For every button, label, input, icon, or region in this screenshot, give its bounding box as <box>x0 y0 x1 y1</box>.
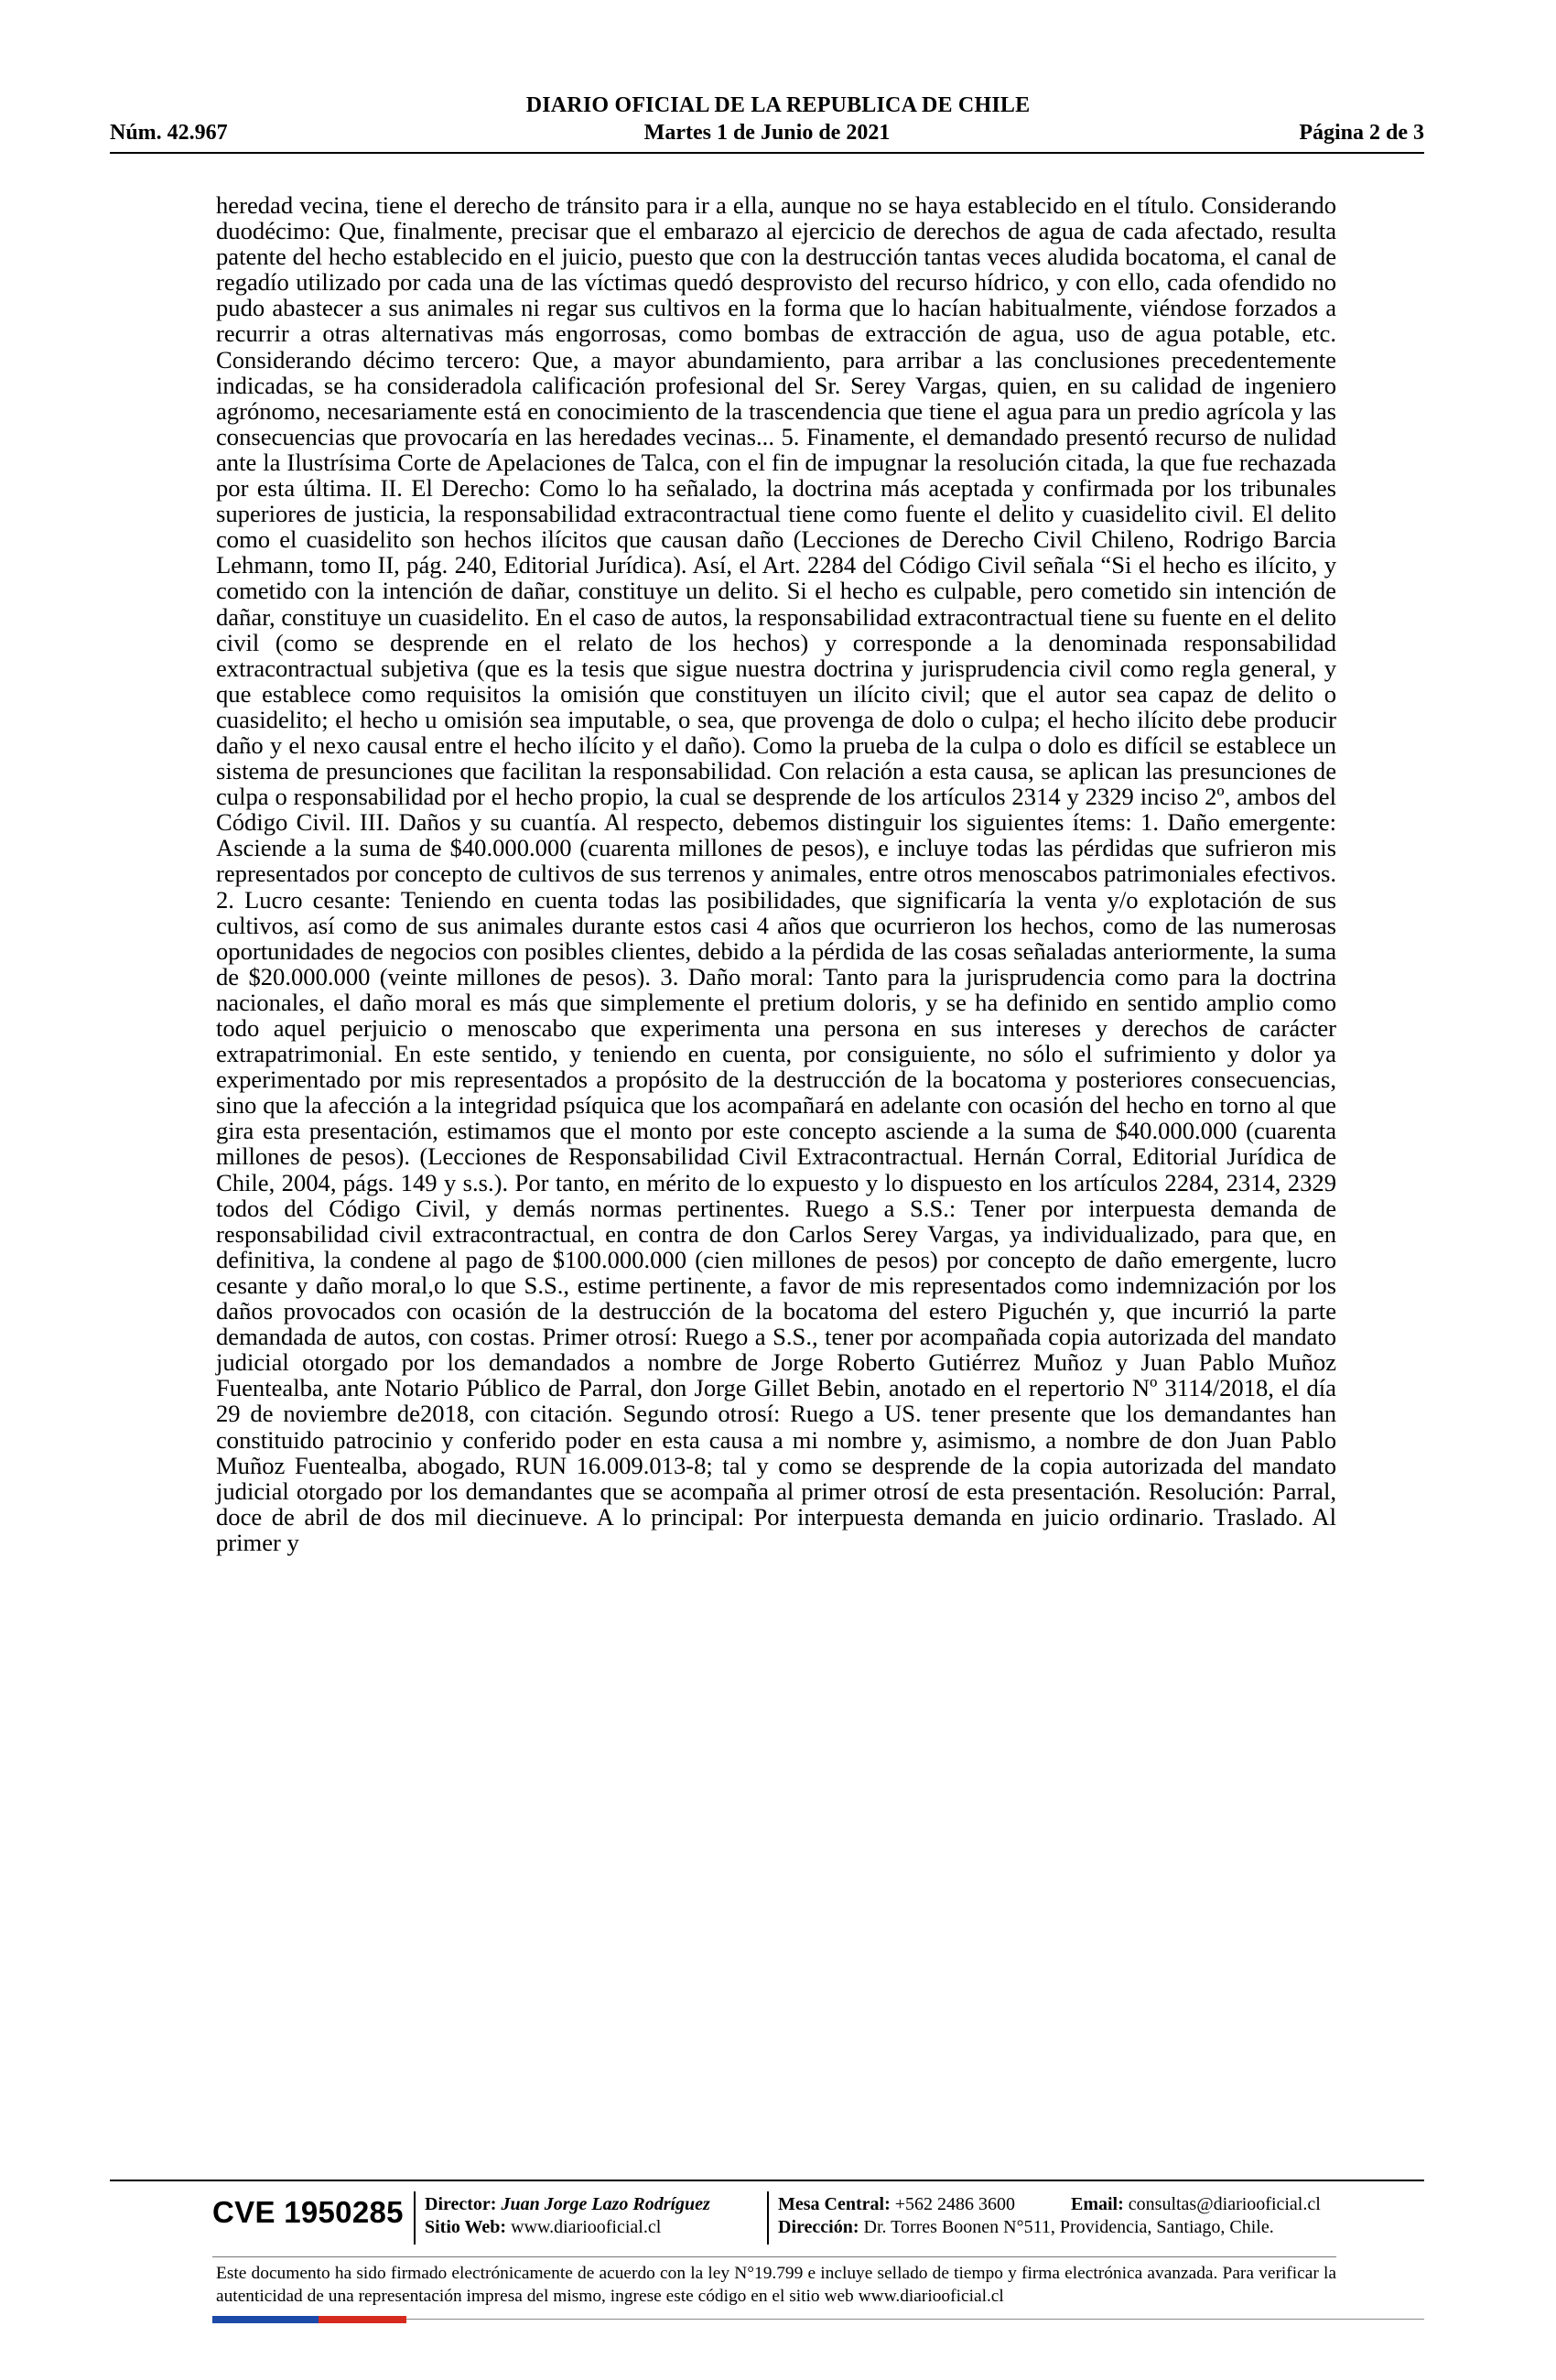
cve-code: CVE 1950285 <box>212 2195 404 2229</box>
footer-inner-divider <box>212 2256 1336 2257</box>
header-divider <box>110 152 1424 154</box>
website-label: Sitio Web: <box>425 2217 507 2237</box>
address-text: Dr. Torres Boonen N°511, Providencia, Santiago, Chile. <box>863 2217 1274 2237</box>
website-link[interactable]: www.diariooficial.cl <box>511 2217 662 2237</box>
page-indicator: Página 2 de 3 <box>1299 121 1424 145</box>
issue-date: Martes 1 de Junio de 2021 <box>643 121 891 145</box>
address-label: Dirección: <box>778 2217 859 2237</box>
body-paragraph: heredad vecina, tiene el derecho de tránsito para ir a ella, aunque no se haya establecido en el título. Considerando duodécimo: Que, finalmente, precisar que el embarazo al ejercicio de derechos de agua de cada afectado, resulta patente del hecho establecido en el juicio, puesto que con la destrucción tantas veces aludida bocatoma, el canal de regadío utilizado por cada una de las víctimas quedó desprovisto del recurso hídrico, y con ello, cada ofendido no pudo abastecer a sus animales ni regar sus cultivos en la forma que lo hacían habitualmente, viéndose forzados a recurrir a otras alternativas más engorrosas, como bombas de extracción de agua, uso de agua potable, etc. Considerando décimo tercero: Que, a mayor abundamiento, para arribar a las conclusiones precedentemente indicadas, se ha consideradola calificación profesional del Sr. Serey Vargas, quien, en su calidad de ingeniero agrónomo, necesariamente está en conocimiento de la trascendencia que tiene el agua para un predio agrícola y las consecuencias que provocaría en las heredades vecinas... 5. Finamente, el demandado presentó recurso de nulidad ante la Ilustrísima Corte de Apelaciones de Talca, con el fin de impugnar la resolución citada, la que fue rechazada por esta última. II. El Derecho: Como lo ha señalado, la doctrina más aceptada y confirmada por los tribunales superiores de justicia, la responsabilidad extracontractual tiene como fuente el delito y cuasidelito civil. El delito como el cuasidelito son hechos ilícitos que causan daño (Lecciones de Derecho Civil Chileno, Rodrigo Barcia Lehmann, tomo II, pág. 240, Editorial Jurídica). Así, el Art. 2284 del Código Civil señala “Si el hecho es ilícito, y cometido con la intención de dañar, constituye un delito. Si el hecho es culpable, pero cometido sin intención de dañar, constituye un cuasidelito. En el caso de autos, la responsabilidad extracontractual tiene su fuente en el delito civil (como se desprende en el relato de los hechos) y corresponde a la denominada responsabilidad extracontractual subjetiva (que es la tesis que sigue nuestra doctrina y jurisprudencia civil como regla general, y que establece como requisitos la omisión que constituyen un ilícito civil; que el autor sea capaz de delito o cuasidelito; el hecho u omisión sea imputable, o sea, que provenga de dolo o culpa; el hecho ilícito debe producir daño y el nexo causal entre el hecho ilícito y el daño). Como la prueba de la culpa o dolo es difícil se establece un sistema de presunciones que facilitan la responsabilidad. Con relación a esta causa, se aplican las presunciones de culpa o responsabilidad por el hecho propio, la cual se desprende de los artículos 2314 y 2329 inciso 2º, ambos del Código Civil. III. Daños y su cuantía. Al respecto, debemos distinguir los siguientes ítems: 1. Daño emergente: Asciende a la suma de $40.000.000 (cuarenta millones de pesos), e incluye todas las pérdidas que sufrieron mis representados por concepto de cultivos de sus terrenos y animales, entre otros menoscabos patrimoniales efectivos. 2. Lucro cesante: Teniendo en cuenta todas las posibilidades, que significaría la venta y/o explotación de sus cultivos, así como de sus animales durante estos casi 4 años que ocurrieron los hechos, como de las numerosas oportunidades de negocios con posibles clientes, debido a la pérdida de las cosas señaladas anteriormente, la suma de $20.000.000 (veinte millones de pesos). 3. Daño moral: Tanto para la jurisprudencia como para la doctrina nacionales, el daño moral es más que simplemente el pretium doloris, y se ha definido en sentido amplio como todo aquel perjuicio o menoscabo que experimenta una persona en sus intereses y derechos de carácter extrapatrimonial. En este sentido, y teniendo en cuenta, por consiguiente, no sólo el sufrimiento y dolor ya experimentado por mis representados a propósito de la destrucción de la bocatoma y posteriores consecuencias, sino que la afección a la integridad psíquica que los acompañará en adelante con ocasión del hecho en torno al que gira esta presentación, estimamos que el monto por este concepto asciende a la suma de $40.000.000 (cuarenta millones de pesos). (Lecciones de Responsabilidad Civil Extracontractual. Hernán Corral, Editorial Jurídica de Chile, 2004, págs. 149 y s.s.). Por tanto, en mérito de lo expuesto y lo dispuesto en los artículos 2284, 2314, 2329 todos del Código Civil, y demás normas pertinentes. Ruego a S.S.: Tener por interpuesta demanda de responsabilidad civil extracontractual, en contra de don Carlos Serey Vargas, ya individualizado, para que, en definitiva, la condene al pago de $100.000.000 (cien millones de pesos) por concepto de daño emergente, lucro cesante y daño moral,o lo que S.S., estime pertinente, a favor de mis representados como indemnización por los daños provocados con ocasión de la destrucción de la bocatoma del estero Piguchén y, que incurrió la parte demandada de autos, con costas. Primer otrosí: Ruego a S.S., tener por acompañada copia autorizada del mandato judicial otorgado por los demandados a nombre de Jorge Roberto Gutiérrez Muñoz y Juan Pablo Muñoz Fuentealba, ante Notario Público de Parral, don Jorge Gillet Bebin, anotado en el repertorio Nº 3114/2018, el día 29 de noviembre de2018, con citación. Segundo otrosí: Ruego a US. tener presente que los demandantes han constituido patrocinio y conferido poder en esta causa a mi nombre y, asimismo, a nombre de don Juan Pablo Muñoz Fuentealba, abogado, RUN 16.009.013-8; tal y como se desprende de la copia autorizada del mandato judicial otorgado por los demandantes que se acompaña al primer otrosí de esta presentación. Resolución: Parral, doce de abril de dos mil diecinueve. A lo principal: Por interpuesta demanda en juicio ordinario. Traslado. Al primer y <box>216 191 1336 1556</box>
phone-label: Mesa Central: <box>778 2194 891 2214</box>
footer-separator <box>767 2191 769 2245</box>
director-name: Juan Jorge Lazo Rodríguez <box>501 2194 710 2214</box>
flag-stripe-red <box>319 2316 406 2323</box>
newspaper-title: DIARIO OFICIAL DE LA REPUBLICA DE CHILE <box>525 93 1031 117</box>
flag-stripe-blue <box>212 2316 319 2323</box>
header-row <box>110 121 1424 148</box>
email-link[interactable]: consultas@diariooficial.cl <box>1128 2194 1321 2214</box>
footer-separator <box>414 2191 416 2245</box>
footer-director-block <box>425 2193 710 2239</box>
phone-number: +562 2486 3600 <box>894 2194 1016 2214</box>
email-label: Email: <box>1071 2194 1124 2214</box>
legal-notice: Este documento ha sido firmado electrónicamente de acuerdo con la ley N°19.799 e incluye sellado de tiempo y firma electrónica avanzada. Para verificar la autenticidad de una representación impresa del mismo, ingrese este código en el sitio web www.diariooficial.cl <box>216 2264 1336 2306</box>
footer-bottom-line <box>406 2319 1424 2320</box>
director-label: Director: <box>425 2194 497 2214</box>
issue-number: Núm. 42.967 <box>110 121 228 145</box>
footer-divider <box>110 2180 1424 2181</box>
footer-email-block <box>1071 2193 1321 2216</box>
